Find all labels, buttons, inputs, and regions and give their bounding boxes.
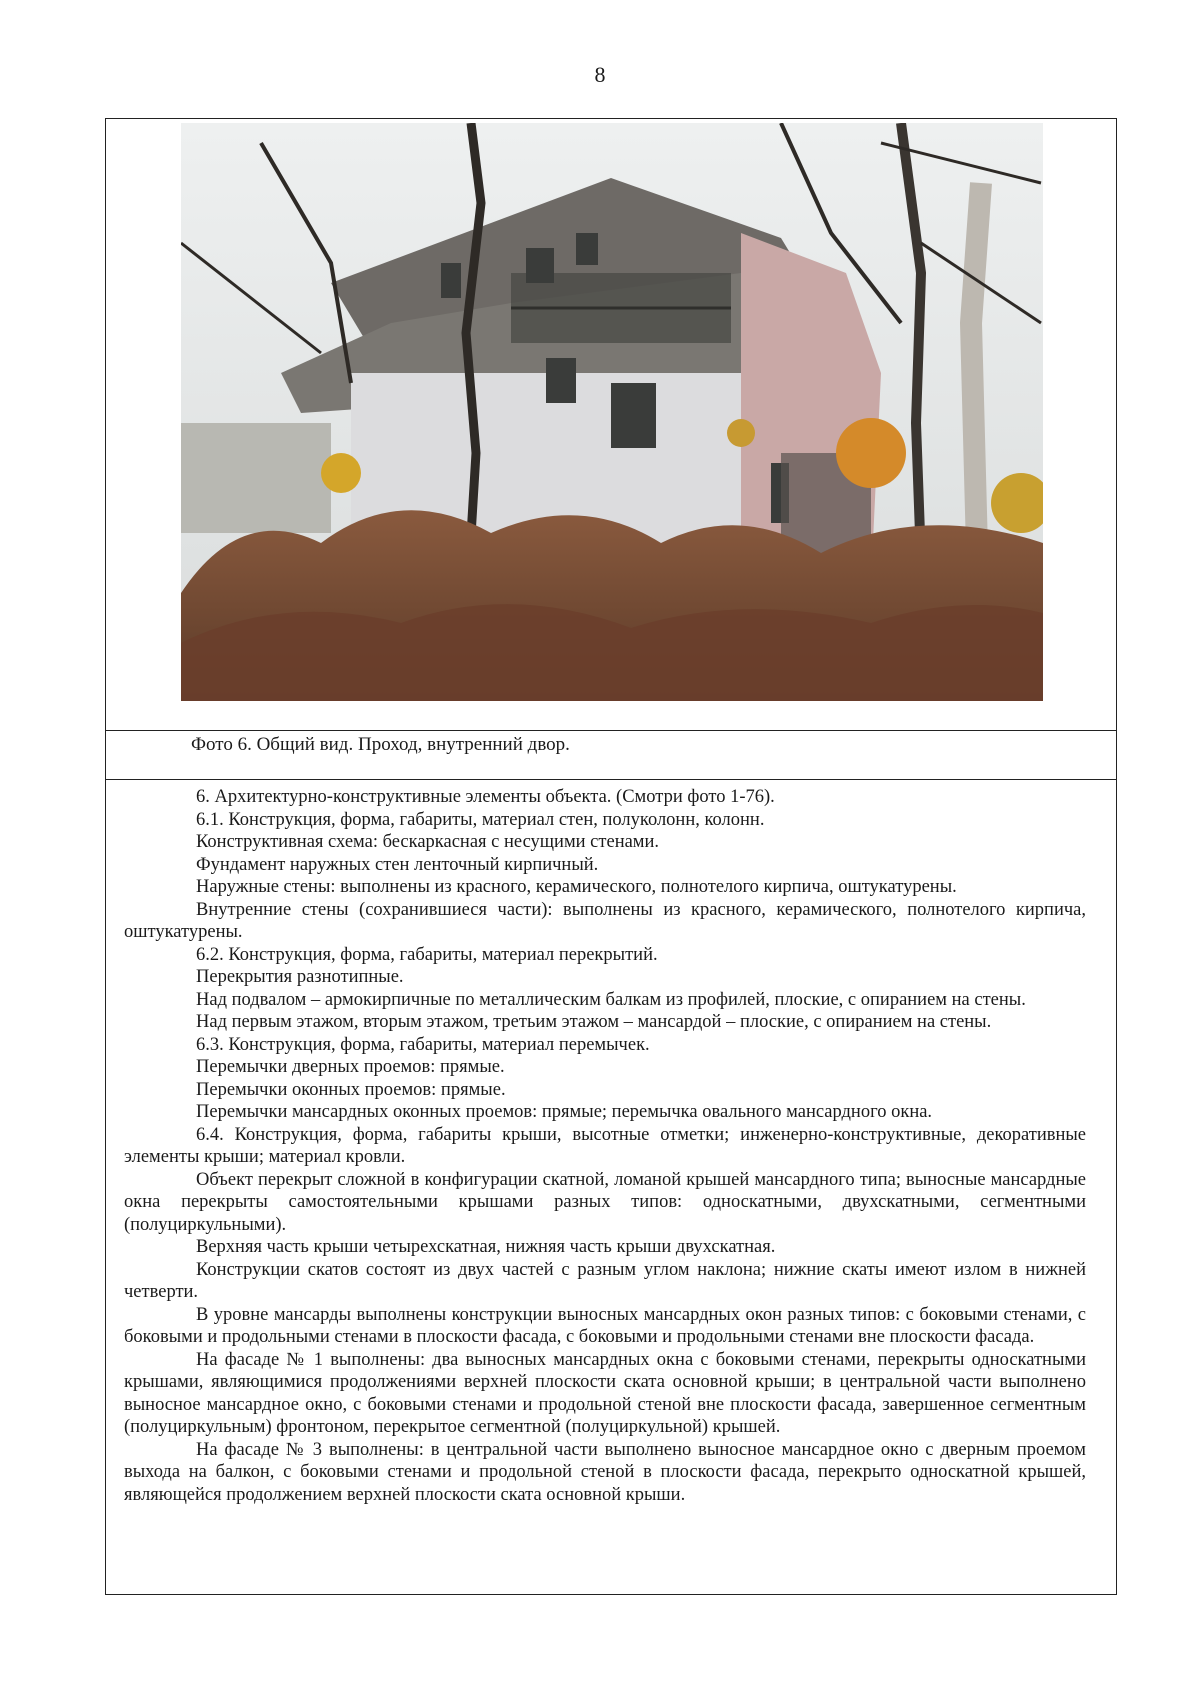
building-photo (181, 123, 1043, 701)
paragraph: Перемычки оконных проемов: прямые. (196, 1079, 506, 1100)
paragraph: 6.4. Конструкция, форма, габариты крыши, высотные отметки; инженерно-конструктивные, декоративные элементы крыши; материал кровли. (124, 1124, 1086, 1167)
paragraph: Верхняя часть крыши четырехскатная, нижняя часть крыши двухскатная. (196, 1237, 776, 1257)
paragraph: Внутренние стены (сохранившиеся части): выполнены из красного, керамического, полнотелого кирпича, оштукатурены. (124, 899, 1086, 942)
paragraph: 6.3. Конструкция, форма, габариты, материал перемычек. (196, 1034, 650, 1055)
paragraph: На фасаде № 3 выполнены: в центральной части выполнено выносное мансардное окно с дверным проемом выхода на балкон, с боковыми стенами и продольной стеной в плоскости фасада, перекрыто односкатной крышей, являющейся продолжением верхней плоскости ската основной крыши. (124, 1439, 1086, 1505)
caption-box (105, 730, 1117, 780)
paragraph: Над подвалом – армокирпичные по металлическим балкам из профилей, плоские, с опиранием на стены. (196, 989, 1026, 1010)
text-section (105, 780, 1117, 1595)
photo-caption: Фото 6. Общий вид. Проход, внутренний двор. (191, 734, 570, 755)
paragraph: На фасаде № 1 выполнены: два выносных мансардных окна с боковыми стенами, перекрыты односкатными крышами, являющимися продолжениями верхней плоскости ската основной крыши; в центральной части выполнено выносное мансардное окно, с боковыми стенами и продольной стеной вне плоскости фасада, завершенное сегментным (полуциркульным) фронтоном, перекрытое сегментной (полуциркульной) крышей. (124, 1349, 1086, 1437)
photo-frame (105, 118, 1117, 731)
paragraph: Объект перекрыт сложной в конфигурации скатной, ломаной крышей мансардного типа; выносные мансардные окна перекрыты самостоятельными крышами разных типов: односкатными, двухскатными, сегментными (полуциркульными). (124, 1169, 1086, 1235)
body-text (124, 786, 1086, 1506)
paragraph: Фундамент наружных стен ленточный кирпичный. (196, 854, 599, 875)
paragraph: Над первым этажом, вторым этажом, третьим этажом – мансардой – плоские, с опиранием на стены. (196, 1012, 992, 1032)
page-number: 8 (594, 62, 606, 87)
paragraph: Перекрытия разнотипные. (196, 967, 404, 987)
paragraph: В уровне мансарды выполнены конструкции выносных мансардных окон разных типов: с боковыми стенами, с боковыми и продольными стенами в плоскости фасада, с боковыми и продольными стенами вне плоскости фасада. (124, 1304, 1086, 1347)
paragraph: Конструкции скатов состоят из двух частей с разным углом наклона; нижние скаты имеют излом в нижней четверти. (124, 1259, 1086, 1302)
paragraph: Перемычки мансардных оконных проемов: прямые; перемычка овального мансардного окна. (196, 1102, 933, 1122)
paragraph: Перемычки дверных проемов: прямые. (196, 1057, 505, 1077)
paragraph: 6. Архитектурно-конструктивные элементы объекта. (Смотри фото 1-76). (196, 787, 775, 807)
paragraph: 6.1. Конструкция, форма, габариты, материал стен, полуколонн, колонн. (196, 809, 765, 830)
paragraph: Конструктивная схема: бескаркасная с несущими стенами. (196, 832, 660, 852)
paragraph: 6.2. Конструкция, форма, габариты, материал перекрытий. (196, 944, 658, 965)
paragraph: Наружные стены: выполнены из красного, керамического, полнотелого кирпича, оштукатурены. (196, 877, 957, 897)
